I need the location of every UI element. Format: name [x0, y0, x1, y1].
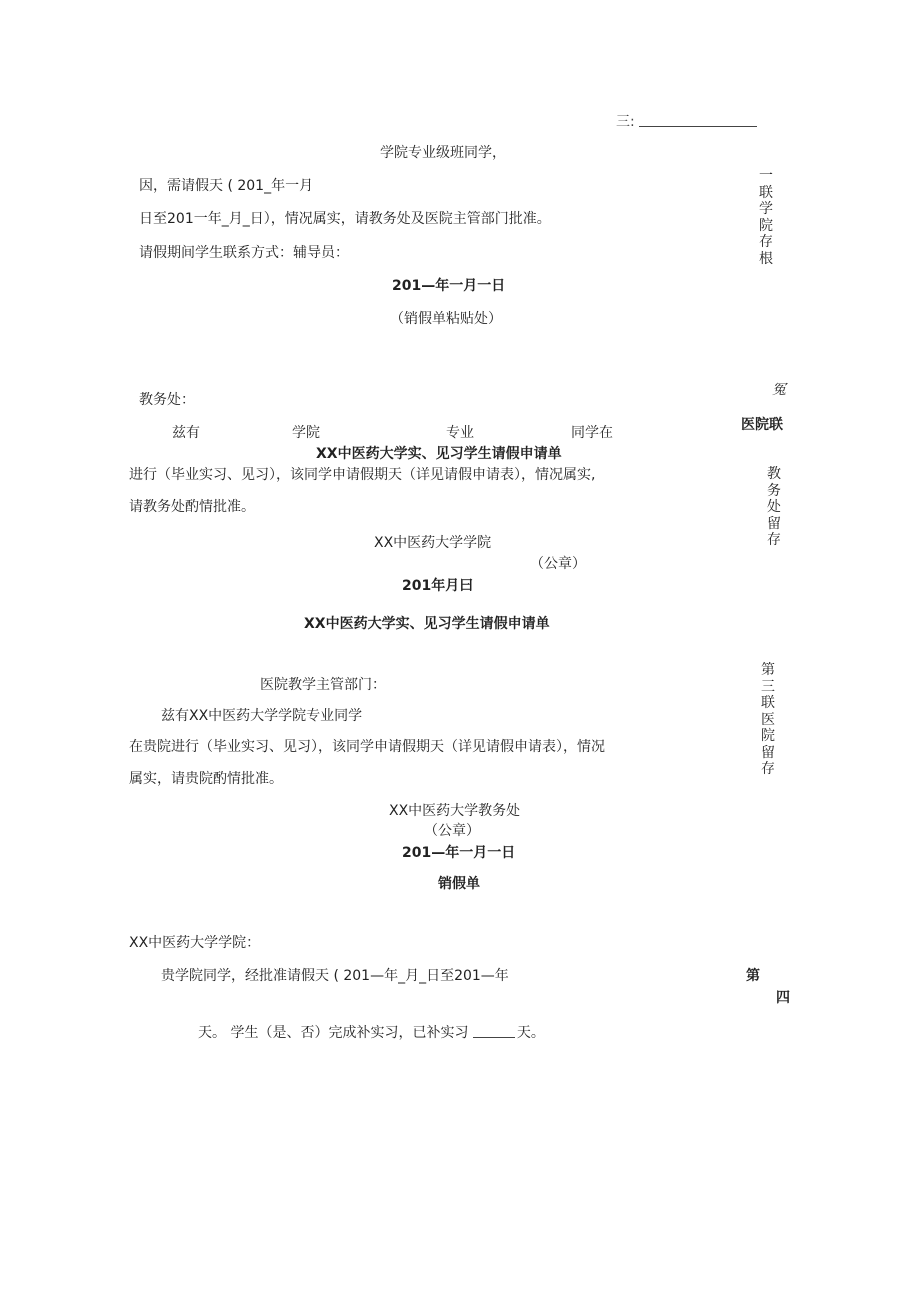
form4-side-a: 第: [746, 968, 760, 984]
form2-side-mark: 冤: [772, 382, 786, 398]
form1-date: 201—年一月一日: [392, 278, 506, 294]
form3-body3: 属实，请贵院酌情批准。: [129, 771, 283, 787]
form2-side-title: 医院联: [741, 417, 783, 433]
form2-body2: 请教务处酌情批准。: [129, 499, 255, 515]
form1-head-label: 三:: [616, 114, 635, 130]
form3-title: XX中医药大学实、见习学生请假申请单: [304, 616, 550, 632]
form4-body2-start: 天。 学生（是、否）完成补实习，已补实习: [198, 1025, 469, 1041]
form4-days-blank: [473, 1025, 515, 1038]
form3-body1: 兹有XX中医药大学学院专业同学: [161, 708, 363, 724]
form1-line2: 因，需请假天 ( 201_年一月: [139, 178, 314, 194]
form1-line3: 日至201一年_月_日），情况属实，请教务处及医院主管部门批准。: [139, 211, 551, 227]
form4-body2: [198, 1025, 545, 1042]
form2-addressee: 教务处：: [139, 392, 195, 408]
form3-addressee: 医院教学主管部门：: [260, 677, 386, 693]
form4-body1: 贵学院同学，经批准请假天 ( 201—年_月_日至201—年: [161, 968, 509, 984]
form4-body2-end: 天。: [516, 1025, 545, 1041]
form1-line4: 请假期间学生联系方式：辅导员：: [139, 245, 349, 261]
form2-title: XX中医药大学实、见习学生请假申请单: [316, 446, 562, 462]
form3-body2: 在贵院进行（毕业实习、见习），该同学申请假期天（详见请假申请表），情况: [129, 739, 605, 755]
form3-seal: （公章）: [424, 823, 480, 839]
form4-addressee: XX中医药大学学院：: [129, 935, 261, 951]
form2-signer: XX中医药大学学院: [374, 535, 492, 551]
form3-date: 201—年一月一日: [402, 845, 516, 861]
form1-line1: 学院专业级班同学，: [380, 145, 506, 161]
form2-seal: （公章）: [530, 556, 586, 572]
form1-paste-note: （销假单粘贴处）: [390, 311, 502, 327]
form2-blank-c: 专业: [446, 425, 474, 441]
form4-title: 销假单: [438, 876, 480, 892]
form4-side-b: 四: [776, 990, 790, 1006]
form2-side-label: 教务处留存: [767, 466, 781, 548]
form3-side-label: 第三联医院留存: [761, 662, 775, 777]
form2-blank-a: 兹有: [172, 425, 200, 441]
form1-side-label: 一联学院存根: [759, 168, 773, 267]
form3-signer: XX中医药大学教务处: [389, 803, 521, 819]
form2-blank-d: 同学在: [571, 425, 613, 441]
form2-date: 201年月曰: [402, 578, 474, 594]
form2-body1: 进行（毕业实习、见习），该同学申请假期天（详见请假申请表），情况属实,: [129, 467, 596, 483]
form1-head-blank: [639, 114, 757, 127]
form2-blank-b: 学院: [292, 425, 320, 441]
form1-head-field: [616, 114, 757, 131]
